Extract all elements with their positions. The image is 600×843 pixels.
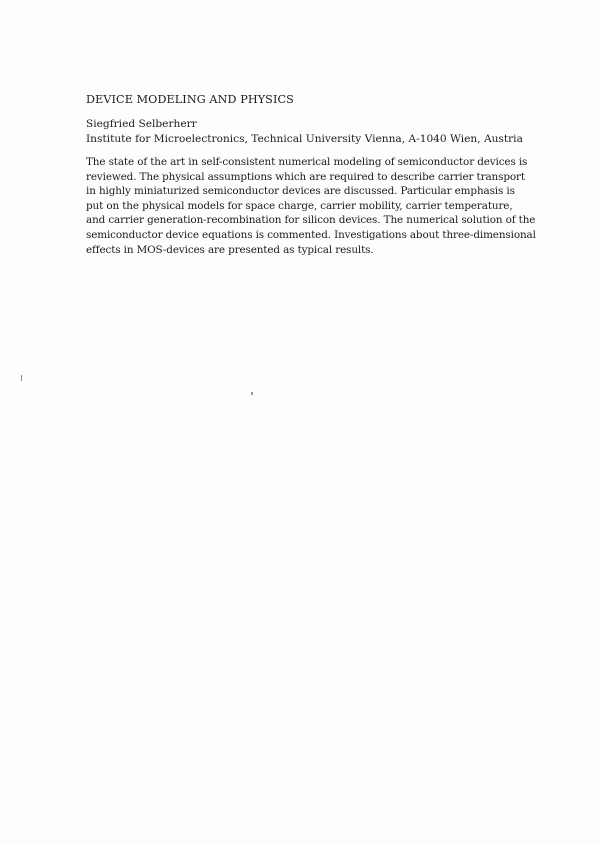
- abstract: [86, 155, 536, 257]
- scan-artifact-mark: [251, 392, 253, 395]
- abstract-line: reviewed. The physical assumptions which are required to describe carrier transport: [86, 170, 525, 183]
- abstract-line: and carrier generation-recombination for silicon devices. The numerical solution of the: [86, 214, 536, 227]
- author-affiliation: Institute for Microelectronics, Technical University Vienna, A-1040 Wien, Austria: [86, 133, 523, 145]
- abstract-line: in highly miniaturized semiconductor devices are discussed. Particular emphasis is: [86, 185, 515, 198]
- paper-title: DEVICE MODELING AND PHYSICS: [86, 93, 294, 106]
- scan-artifact-mark: [21, 375, 22, 381]
- author-name: Siegfried Selberherr: [86, 118, 197, 130]
- abstract-line: semiconductor device equations is commented. Investigations about three-dimensional: [86, 228, 536, 241]
- abstract-line: put on the physical models for space charge, carrier mobility, carrier temperature,: [86, 199, 513, 212]
- abstract-line: effects in MOS-devices are presented as typical results.: [86, 243, 374, 256]
- abstract-line: The state of the art in self-consistent numerical modeling of semiconductor devices is: [86, 156, 528, 168]
